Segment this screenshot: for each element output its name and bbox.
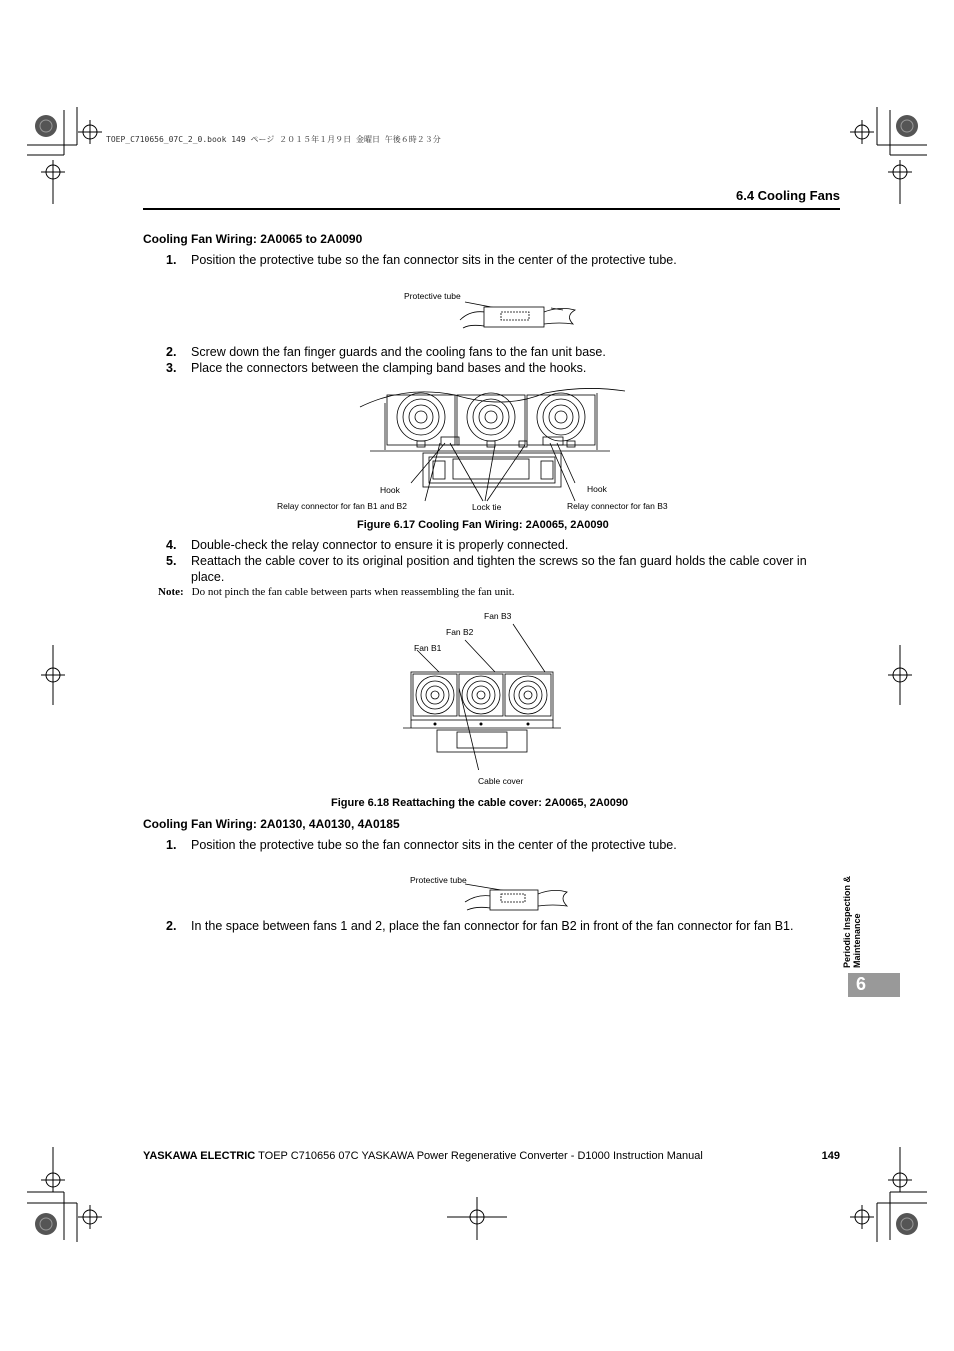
hook-right-label: Hook — [587, 484, 607, 494]
note — [158, 586, 515, 598]
step-number: 4. — [166, 538, 177, 552]
protective-tube-figure — [455, 880, 585, 920]
footer-text: TOEP C710656 07C YASKAWA Power Regenerative Converter - D1000 Instruction Manual — [255, 1150, 703, 1162]
step-number: 1. — [166, 253, 177, 267]
chapter-side-label-line2: Maintenance — [852, 913, 862, 968]
section2-heading: Cooling Fan Wiring: 2A0130, 4A0130, 4A0185 — [143, 817, 400, 831]
chapter-side-label-line1: Periodic Inspection & — [842, 875, 852, 968]
fan-b3-label: Fan B3 — [484, 611, 512, 621]
note-label: Note: — [158, 586, 184, 598]
hook-left-label: Hook — [380, 485, 400, 495]
relay-connector-b3-label: Relay connector for fan B3 — [567, 501, 668, 511]
step-text: Position the protective tube so the fan connector sits in the center of the protective tube. — [191, 253, 677, 267]
step-text: In the space between fans 1 and 2, place the fan connector for fan B2 in front of the fan connector for fan B1. — [191, 919, 794, 933]
chapter-number: 6 — [856, 974, 867, 994]
header-rule — [143, 208, 840, 210]
cable-cover-label: Cable cover — [478, 776, 524, 786]
step-number: 5. — [166, 554, 177, 568]
footer — [143, 1150, 703, 1162]
protective-tube-label: Protective tube — [410, 875, 467, 885]
section-title: 6.4 Cooling Fans — [735, 188, 840, 203]
lock-tie-label: Lock tie — [472, 502, 502, 512]
figure-caption: Figure 6.18 Reattaching the cable cover: 2A0065, 2A0090 — [331, 797, 629, 809]
note-text: Do not pinch the fan cable between parts when reassembling the fan unit. — [191, 586, 515, 598]
step-number: 2. — [166, 345, 177, 359]
footer-brand: YASKAWA ELECTRIC — [143, 1150, 256, 1162]
step-number: 3. — [166, 361, 177, 375]
relay-connector-b1-b2-label: Relay connector for fan B1 and B2 — [277, 501, 407, 511]
step-text: Place the connectors between the clamping band bases and the hooks. — [191, 361, 587, 375]
step-text: Screw down the fan finger guards and the cooling fans to the fan unit base. — [191, 345, 606, 359]
crop-slug-text: TOEP_C710656_07C_2_0.book 149 ページ ２０１５年１月９日 金曜日 午後６時２３分 — [106, 135, 441, 144]
step-text: Reattach the cable cover to its original position and tighten the screws so the fan guard holds the cable cover in place. — [191, 554, 807, 584]
page-number: 149 — [821, 1150, 840, 1162]
chapter-tab — [848, 973, 900, 997]
step-text: Double-check the relay connector to ensure it is properly connected. — [191, 538, 569, 552]
fan-b2-label: Fan B2 — [446, 627, 474, 637]
figure-6-18-cable-cover — [395, 620, 575, 770]
figure-caption: Figure 6.17 Cooling Fan Wiring: 2A0065, 2A0090 — [357, 519, 609, 531]
section1-heading: Cooling Fan Wiring: 2A0065 to 2A0090 — [143, 232, 363, 246]
protective-tube-figure — [455, 298, 615, 338]
chapter-side-label — [842, 876, 862, 968]
fan-b1-label: Fan B1 — [414, 643, 442, 653]
step-number: 2. — [166, 919, 177, 933]
step-text: Position the protective tube so the fan connector sits in the center of the protective tube. — [191, 838, 677, 852]
protective-tube-label: Protective tube — [404, 291, 461, 301]
step-number: 1. — [166, 838, 177, 852]
